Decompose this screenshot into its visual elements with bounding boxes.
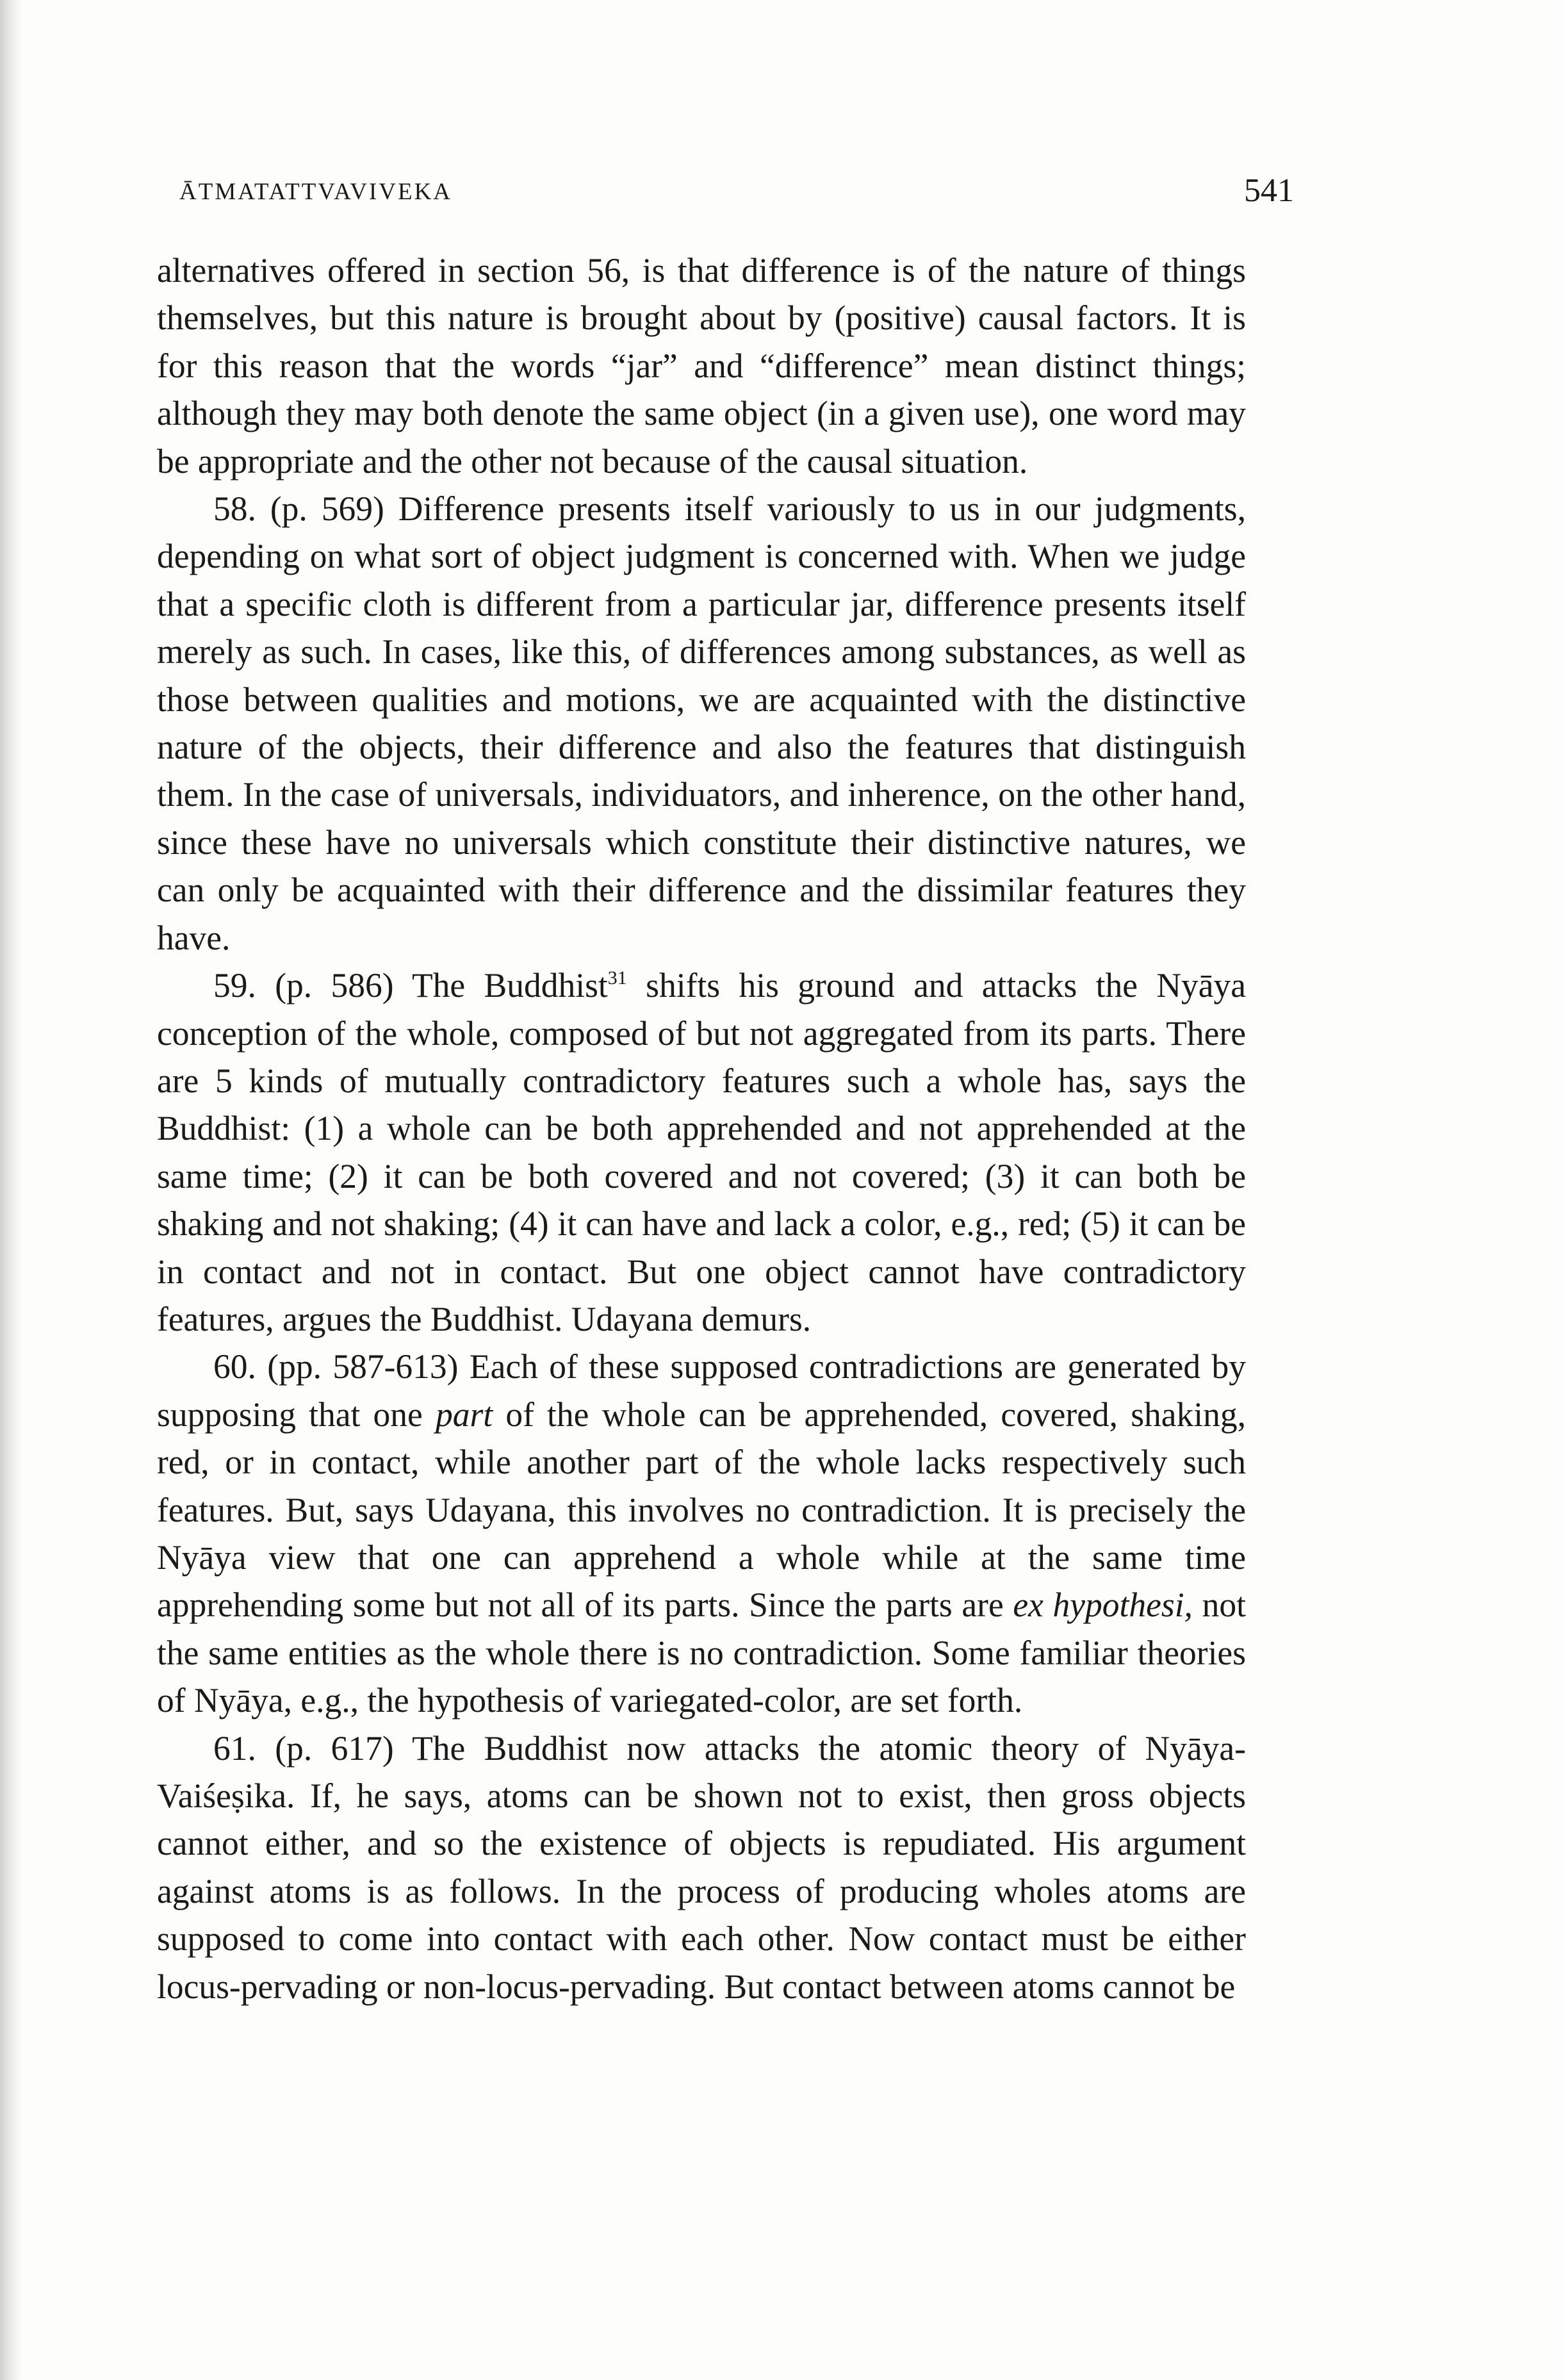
section-58-lead: 58. (p. 569)	[213, 489, 384, 529]
body-text	[157, 247, 1246, 2010]
paragraph-1-text: alternatives offered in section 56, is that difference is of the nature of things themselves, but this nature is brought about by (positive) causal factors. It is for this reason that the words “jar” and “difference” mean distinct things; although they may both denote the same object (in a given use), one word may be appropriate and the other not because of the causal situation.	[157, 251, 1246, 480]
page-gutter-shadow	[0, 0, 22, 2380]
paragraph-continuation	[157, 247, 1246, 485]
running-head	[179, 172, 1294, 217]
section-58-text: Difference presents itself variously to us in our judgments, depending on what sort of object judgment is concerned with. When we judge that a specific cloth is different from a particular jar, difference presents itself merely as such. In cases, like this, of differences among substances, as well as those between qualities and motions, we are acquainted with the distinctive nature of the objects, their difference and also the features that distinguish them. In the case of universals, individuators, and inherence, on the other hand, since these have no universals which constitute their distinctive natures, we can only be acquainted with their difference and the dissimilar features they have.	[157, 489, 1246, 957]
running-title: ĀTMATATTVAVIVEKA	[179, 179, 453, 205]
footnote-ref-31: 31	[607, 967, 627, 989]
italic-part: part	[435, 1395, 493, 1434]
italic-ex-hypothesi: ex hypothesi,	[1013, 1586, 1193, 1625]
paragraph-61	[157, 1725, 1246, 2010]
section-60-text-c: not the same entities as the whole there is no contradiction. Some familiar theories of Nyāya, e.g., the hypothesis of variegated-color, are set forth.	[157, 1586, 1246, 1720]
section-61-lead: 61. (p. 617)	[213, 1728, 394, 1768]
paragraph-59	[157, 962, 1246, 1343]
paragraph-60	[157, 1343, 1246, 1724]
section-59-text: shifts his ground and attacks the Nyāya conception of the whole, composed of but not aggregated from its parts. There are 5 kinds of mutually contradictory features such a whole has, says the Buddhist: (1) a whole can be both apprehended and not apprehended at the same time; (2) it can be both covered and not covered; (3) it can both be shaking and not shaking; (4) it can have and lack a color, e.g., red; (5) it can be in contact and not in contact. But one object cannot have contradictory features, argues the Buddhist. Udayana demurs.	[157, 966, 1247, 1338]
paragraph-58	[157, 485, 1246, 962]
section-60-lead: 60. (pp. 587-613)	[213, 1347, 459, 1386]
section-60-text-a: Each of these supposed contradictions are generated by supposing that one	[157, 1347, 1247, 1434]
section-60-text-b: of the whole can be apprehended, covered, shaking, red, or in contact, while another part of the whole lacks respectively such features. But, says Udayana, this involves no contradiction. It is precisely the Nyāya view that one can apprehend a whole while at the same time apprehending some but not all of its parts. Since the parts are	[157, 1395, 1247, 1625]
section-59-lead: 59. (p. 586) The Buddhist	[213, 966, 608, 1005]
section-61-text: The Buddhist now attacks the atomic theory of Nyāya-Vaiśeṣika. If, he says, atoms can be shown not to exist, then gross objects cannot either, and so the existence of objects is repudiated. His argument against atoms is as follows. In the process of producing wholes atoms are supposed to come into contact with each other. Now contact must be either locus-pervading or non-locus-pervading. But contact between atoms cannot be	[157, 1728, 1246, 2006]
page-number: 541	[1244, 172, 1294, 209]
